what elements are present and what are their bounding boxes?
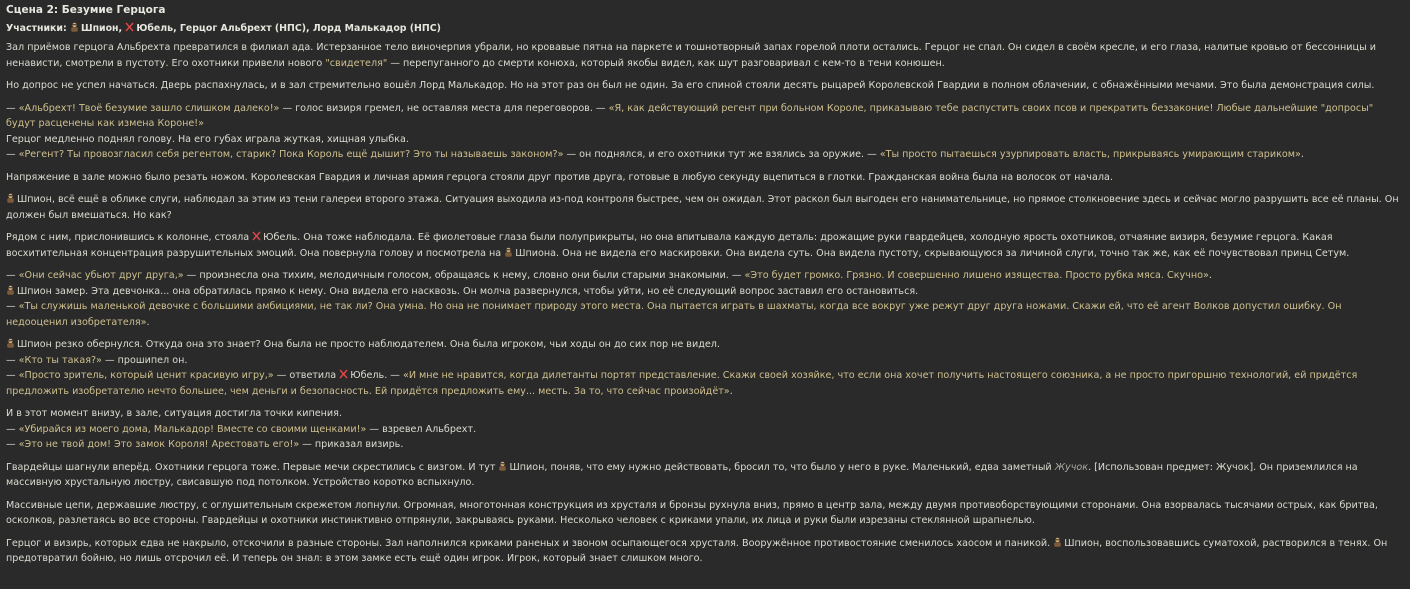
p10-text-b: Шпион, поняв, что ему нужно действовать, бросил то, что было у него в руке. Маленький, едва заметный — [509, 461, 1055, 473]
spy-character-icon — [6, 193, 15, 203]
narration: — голос визиря гремел, не оставляя места для переговоров. — — [279, 102, 609, 114]
crossed-swords-icon — [125, 22, 134, 32]
p9-line-3 — [6, 437, 1404, 453]
p7-line-2 — [6, 284, 1404, 300]
participants-line — [6, 22, 1404, 35]
punctuation: . — [1300, 149, 1304, 160]
p12-text-a: Герцог и визирь, которых едва не накрыло, отскочили в разные стороны. Зал наполнился криками раненых и звоном осыпающегося хрусталя. Вооружённое противостояние сменилось хаосом и паникой. — [6, 537, 1054, 549]
p8-line-3 — [6, 368, 1404, 399]
dialogue-quote: «Это будет громко. Грязно. И совершенно лишено изящества. Просто рубка мяса. Скучно» — [744, 270, 1209, 281]
paragraph-11: Массивные цепи, державшие люстру, с оглушительным скрежетом лопнули. Огромная, многотонная конструкция из хрусталя и бронзы рухнула вниз, прямо в центр зала, между двумя противоборствующими сторонами. Она взорвалась тысячами острых, как бритва, осколков, разлетаясь во все стороны. Гвардейцы и охотники инстинктивно отпрянули, закрываясь руками. Несколько человек с криками упали, их лица и руки были изрезаны стеклянной шрапнелью. — [6, 499, 1378, 526]
narration: — взревел Альбрехт. — [366, 423, 477, 435]
dialogue-quote: «Альбрехт! Твоё безумие зашло слишком далеко!» — [18, 102, 280, 114]
participant-spy: Шпион, — [80, 23, 123, 34]
dash: — — [6, 301, 19, 312]
dialogue-quote: «Просто зритель, который ценит красивую игру,» — [18, 370, 274, 381]
dash: — — [6, 370, 19, 381]
dash: — — [6, 270, 19, 281]
narration: Шпион резко обернулся. Откуда она это знает? Она была не просто наблюдателем. Она была игроком, чьи ходы он до сих пор не видел. — [17, 339, 720, 350]
paragraph-10 — [6, 460, 1404, 491]
dialogue-quote: «Убирайся из моего дома, Малькадор! Вместе со своими щенками!» — [18, 423, 367, 435]
paragraph-6 — [6, 230, 1404, 261]
p6-text-b: Юбель. Она тоже наблюдала. Её фиолетовые глаза были полуприкрыты, но она впитывала каждую деталь: дрожащие руки гвардейцев, холодную ярость охотников, отчаяние визиря, безумие герцога. Какая восхитительная концентрация разрушительных эмоций. Она повернула голову и посмотрела на — [6, 232, 1333, 259]
dialogue-quote: «Это не твой дом! Это замок Короля! Арестовать его!» — [18, 439, 300, 450]
dash: — — [6, 423, 19, 435]
scene-title: Сцена 2: Безумие Герцога — [6, 4, 166, 16]
paragraph-1 — [6, 40, 1404, 71]
paragraph-12 — [6, 536, 1404, 567]
p9-line-2 — [6, 422, 1404, 438]
p8-line-1 — [6, 337, 1404, 353]
p5-text: Шпион, всё ещё в облике слуги, наблюдал за этим из тени галереи второго этажа. Ситуация выходила из-под контроля быстрее, чем он ожидал. Этот раскол был выгоден его нанимательнице, но прямое столкновение здесь и сейчас могло разрушить все её планы. Он должен был вмешаться. Но как? — [6, 194, 1399, 221]
paragraph-2: Но допрос не успел начаться. Дверь распахнулась, и в зал стремительно вошёл Лорд Малькадор. Но на этот раз он был не один. За его спиной стояли десять рыцарей Королевской Гвардии в полном облачении, с обнажёнными мечами. Это была демонстрация силы. — [6, 80, 1375, 91]
spy-character-icon — [498, 461, 507, 471]
dialogue-quote: «Ты просто пытаешься узурпировать власть, прикрываясь умирающим стариком» — [879, 149, 1301, 160]
narration: Юбель. — — [350, 370, 403, 381]
p9-line-1: И в этот момент внизу, в зале, ситуация достигла точки кипения. — [6, 408, 342, 419]
p7-line-1 — [6, 268, 1404, 284]
dialogue-quote: «Ты служишь маленькой девочке с большими амбициями, не так ли? Она умна. Но она не понимает природу этого места. Она пытается играть в шахматы, когда все вокруг уже режут друг друга ножами. Скажи ей, что её агент Волков допустил ошибку. Он недооценил изобретателя» — [6, 301, 1342, 328]
p10-text-d: . [Использован предмет: Жучок]. Он приземлился на массивную хрустальную люстру, свисавшую под потолком. Устройство коротко вспыхнуло. — [6, 461, 1358, 488]
p1-witness-quote: "свидетеля" — [325, 57, 388, 69]
dash: — — [6, 149, 19, 160]
spy-character-icon — [6, 285, 15, 295]
dash: — — [6, 354, 19, 366]
narration: Шпион замер. Эта девчонка... она обратилась прямо к нему. Она видела его насквозь. Он молча развернулся, чтобы уйти, но её следующий вопрос заставил его остановиться. — [17, 285, 919, 297]
punctuation: . — [146, 316, 150, 328]
paragraph-7 — [6, 268, 1404, 330]
narration: — ответила — [273, 370, 340, 381]
p7-line-3 — [6, 299, 1404, 330]
paragraph-4: Напряжение в зале можно было резать ножом. Королевская Гвардия и личная армия герцога стояли друг против друга, готовые в любую секунду вцепиться в глотки. Гражданская война была на волосок от начала. — [6, 171, 1113, 183]
p3-line-3 — [6, 147, 1404, 163]
p8-line-2 — [6, 353, 1404, 369]
narration: — приказал визирь. — [299, 439, 404, 450]
dash: — — [6, 102, 19, 114]
dash: — — [6, 439, 19, 450]
paragraph-3 — [6, 101, 1404, 163]
p6-text-c: Шпиона. Она не видела его маскировки. Она видела суть. Она видела пустоту, скрывающуюся за личиной слуги, точно так же, как её почувствовал принц Сетум. — [515, 247, 1350, 259]
paragraph-5 — [6, 192, 1404, 223]
participants-label: Участники: — [6, 23, 67, 34]
punctuation: . — [1208, 270, 1212, 281]
spy-character-icon — [1053, 537, 1062, 547]
p1-text-a: Зал приёмов герцога Альбрехта превратился в филиал ада. Истерзанное тело виночерпия убрали, но кровавые пятна на паркете и тошнотворный запах горелой плоти остались. Герцог не спал. Он сидел в своём кресле, и его глаза, налитые кровью от бессонницы и ненависти, смотрели в пустоту. Его охотники привели нового — [6, 42, 1376, 69]
p12-text-b: Шпион, воспользовавшись суматохой, растворился в тенях. Он предотвратил бойню, но лишь отсрочил её. И теперь он знал: в этом замке есть ещё один игрок. Игрок, который знает слишком много. — [6, 537, 1388, 564]
spy-character-icon — [70, 22, 79, 32]
dialogue-quote: «Я, как действующий регент при больном Короле, приказываю тебе распустить своих псов и прекратить беззаконие! Любые дальнейшие "допросы" будут расценены как измена Короне!» — [6, 102, 1374, 129]
spy-character-icon — [504, 247, 513, 257]
crossed-swords-icon — [252, 231, 261, 241]
dialogue-quote: «Они сейчас убьют друг друга,» — [18, 270, 184, 281]
paragraph-9 — [6, 406, 1404, 453]
p3-line-2: Герцог медленно поднял голову. На его губах играла жуткая, хищная улыбка. — [6, 133, 409, 145]
narration: — прошипел он. — [101, 354, 188, 366]
item-name-bug: Жучок — [1054, 461, 1089, 473]
spy-character-icon — [6, 338, 15, 348]
dialogue-quote: «Кто ты такая?» — [18, 354, 102, 366]
participant-jubel-and-npcs: Юбель, Герцог Альбрехт (НПС), Лорд Малькадор (НПС) — [136, 23, 441, 34]
punctuation: . — [729, 385, 733, 397]
p6-text-a: Рядом с ним, прислонившись к колонне, стояла — [6, 232, 253, 243]
p3-line-1 — [6, 101, 1404, 132]
crossed-swords-icon — [339, 369, 348, 379]
p1-text-c: — перепуганного до смерти конюха, который якобы видел, как шут разговаривал с кем-то в тени конюшен. — [387, 57, 945, 69]
narration: — он поднялся, и его охотники тут же взялись за оружие. — — [563, 149, 880, 160]
narration: — произнесла она тихим, мелодичным голосом, обращаясь к нему, словно они были старыми знакомыми. — — [183, 270, 745, 281]
p10-text-a: Гвардейцы шагнули вперёд. Охотники герцога тоже. Первые мечи скрестились с визгом. И тут — [6, 461, 499, 473]
dialogue-quote: «И мне не нравится, когда дилетанты портят представление. Скажи своей хозяйке, что если она хочет получить настоящего союзника, а не просто пригоршню технологий, ей придётся предложить изобретателю нечто большее, чем деньги и безопасность. Ей придётся предложить ему... месть. За то, что сейчас произойдёт» — [6, 370, 1358, 397]
paragraph-8 — [6, 337, 1404, 399]
dialogue-quote: «Регент? Ты провозгласил себя регентом, старик? Пока Король ещё дышит? Это ты называешь законом?» — [18, 149, 564, 160]
